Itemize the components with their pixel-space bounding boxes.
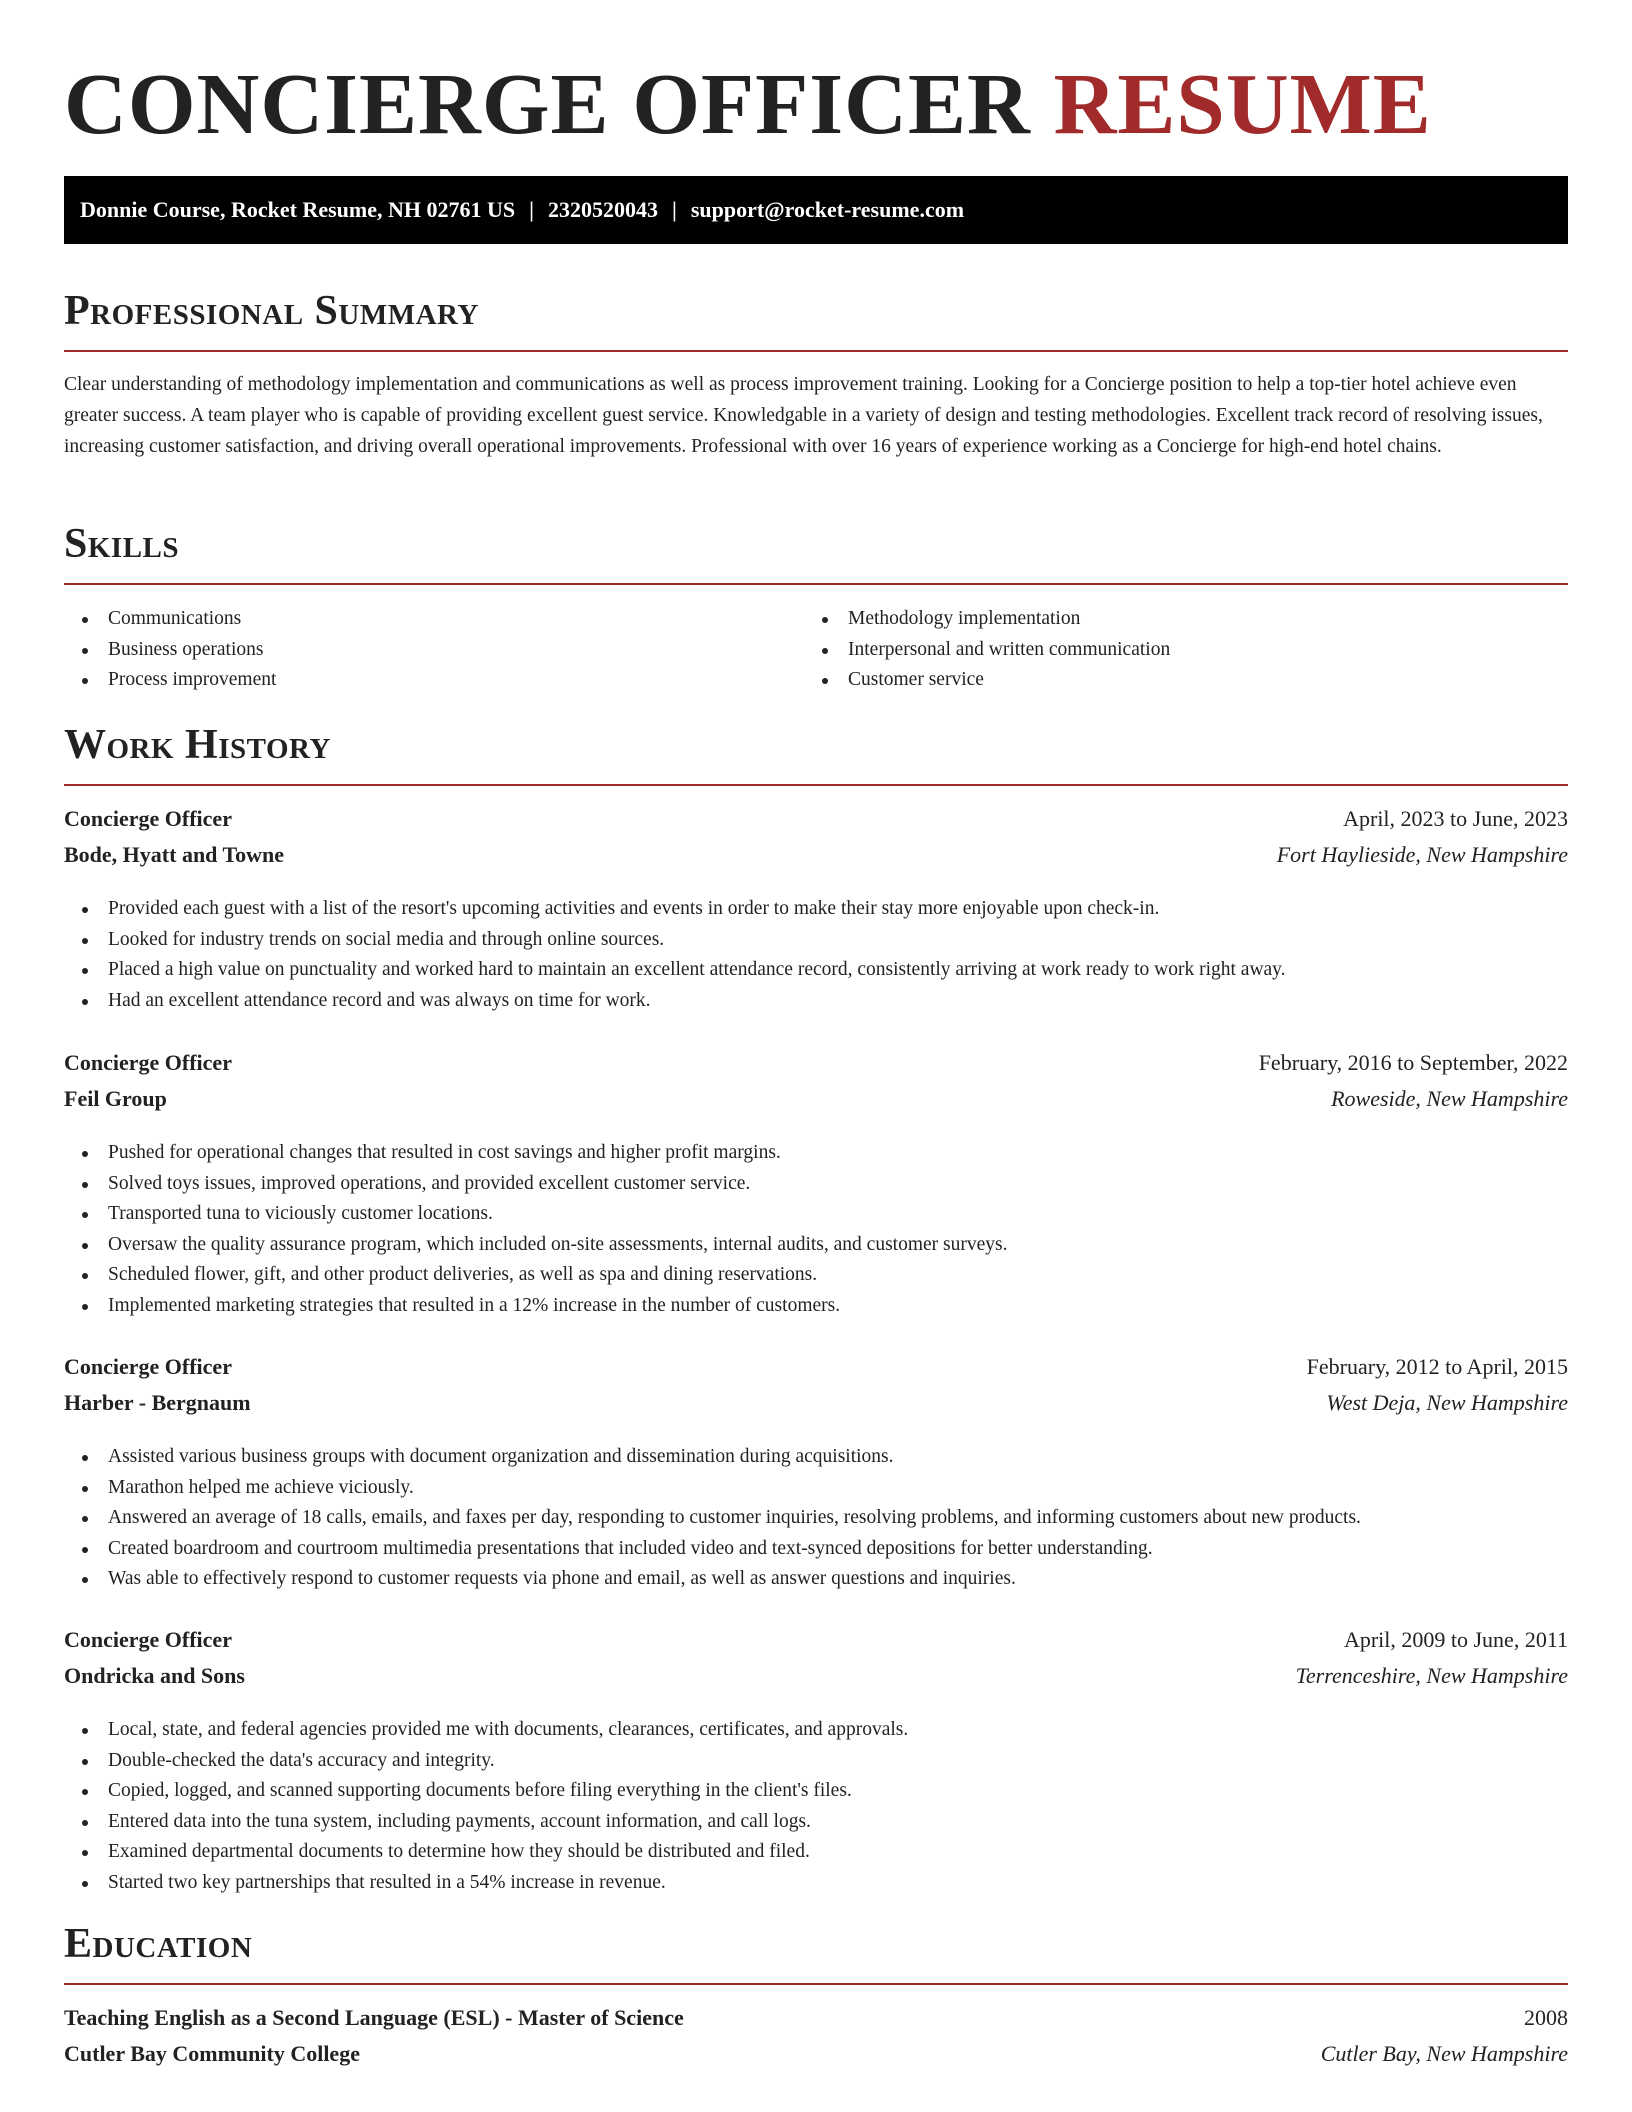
skill-item: Communications <box>64 604 764 635</box>
contact-address: Donnie Course, Rocket Resume, NH 02761 US <box>80 197 516 222</box>
job-duty: Local, state, and federal agencies provided me with documents, clearances, certificates, and approvals. <box>64 1715 1568 1746</box>
job-subheader <box>64 1663 1568 1699</box>
job-duty: Placed a high value on punctuality and worked hard to maintain an excellent attendance record, consistently arriving at work ready to work right away. <box>64 955 1568 986</box>
job-title: Concierge Officer <box>64 1050 232 1075</box>
title-main: CONCIERGE OFFICER <box>64 55 1031 152</box>
job-duty: Copied, logged, and scanned supporting documents before filing everything in the client's files. <box>64 1776 1568 1807</box>
job-dates: February, 2016 to September, 2022 <box>1258 1050 1568 1075</box>
job-duty: Looked for industry trends on social media and through online sources. <box>64 925 1568 956</box>
job-subheader <box>64 1086 1568 1122</box>
job-title: Concierge Officer <box>64 806 232 831</box>
job-location: Fort Haylieside, New Hampshire <box>1276 842 1568 867</box>
skill-item: Business operations <box>64 635 764 666</box>
job-header <box>64 806 1568 842</box>
job-header <box>64 1627 1568 1663</box>
skill-item: Methodology implementation <box>804 604 1504 635</box>
job-dates: April, 2023 to June, 2023 <box>1343 806 1568 831</box>
skill-item: Customer service <box>804 665 1504 696</box>
job-duty: Oversaw the quality assurance program, which included on-site assessments, internal audits, and customer surveys. <box>64 1230 1568 1261</box>
education-school: Cutler Bay Community College <box>64 2041 360 2066</box>
title-accent: RESUME <box>1053 55 1432 152</box>
job-location: Roweside, New Hampshire <box>1331 1086 1568 1111</box>
job-company: Feil Group <box>64 1086 167 1111</box>
summary-text: Clear understanding of methodology implementation and communications as well as process improvement training. Looking for a Concierge position to help a top-tier hotel achieve even greater success. A team player who is capable of providing excellent guest service. Knowledgable in a variety of design and testing methodologies. Excellent track record of resolving issues, increasing customer satisfaction, and driving overall operational improvements. Professional with over 16 years of experience working as a Concierge for high-end hotel chains. <box>64 374 1543 457</box>
job-duty: Assisted various business groups with document organization and dissemination during acquisitions. <box>64 1442 1568 1473</box>
job-duty: Started two key partnerships that resulted in a 54% increase in revenue. <box>64 1868 1568 1899</box>
contact-separator: | <box>671 197 677 222</box>
skill-item: Interpersonal and written communication <box>804 635 1504 666</box>
summary-heading: Professional Summary <box>64 286 1568 352</box>
job-duties-list <box>64 1138 1568 1321</box>
job-location: West Deja, New Hampshire <box>1326 1390 1568 1415</box>
job-duty: Entered data into the tuna system, including payments, account information, and call logs. <box>64 1807 1568 1838</box>
job-duty: Transported tuna to viciously customer locations. <box>64 1199 1568 1230</box>
education-heading: Education <box>64 1919 1568 1985</box>
education-degree: Teaching English as a Second Language (ESL) - Master of Science <box>64 2005 684 2030</box>
skills-list-left <box>64 604 764 696</box>
contact-phone[interactable]: 2320520043 <box>547 197 658 222</box>
job-duty: Marathon helped me achieve viciously. <box>64 1473 1568 1504</box>
job-duty: Pushed for operational changes that resulted in cost savings and higher profit margins. <box>64 1138 1568 1169</box>
resume-title <box>64 56 1432 152</box>
job-company: Harber - Bergnaum <box>64 1390 251 1415</box>
job-duty: Provided each guest with a list of the resort's upcoming activities and events in order to make their stay more enjoyable upon check-in. <box>64 894 1568 925</box>
job-dates: February, 2012 to April, 2015 <box>1306 1354 1568 1379</box>
education-subheader <box>64 2041 1568 2077</box>
job-duty: Double-checked the data's accuracy and integrity. <box>64 1746 1568 1777</box>
job-dates: April, 2009 to June, 2011 <box>1343 1627 1568 1652</box>
skills-heading: Skills <box>64 519 1568 585</box>
job-title: Concierge Officer <box>64 1627 232 1652</box>
job-duties-list <box>64 1442 1568 1595</box>
education-header <box>64 2005 1568 2041</box>
skills-list-right <box>804 604 1504 696</box>
job-location: Terrenceshire, New Hampshire <box>1295 1663 1568 1688</box>
contact-bar <box>64 176 1568 244</box>
job-header <box>64 1050 1568 1086</box>
job-subheader <box>64 1390 1568 1426</box>
job-duty: Had an excellent attendance record and was always on time for work. <box>64 986 1568 1017</box>
job-company: Ondricka and Sons <box>64 1663 245 1688</box>
job-subheader <box>64 842 1568 878</box>
job-duties-list <box>64 1715 1568 1898</box>
work-history-heading: Work History <box>64 720 1568 786</box>
job-duties-list <box>64 894 1568 1016</box>
contact-separator: | <box>529 197 534 222</box>
education-location: Cutler Bay, New Hampshire <box>1320 2041 1568 2066</box>
contact-email[interactable]: support@rocket-resume.com <box>690 197 965 222</box>
job-duty: Answered an average of 18 calls, emails, and faxes per day, responding to customer inquiries, resolving problems, and informing customers about new products. <box>64 1503 1568 1534</box>
job-company: Bode, Hyatt and Towne <box>64 842 285 867</box>
job-duty: Scheduled flower, gift, and other product deliveries, as well as spa and dining reservations. <box>64 1260 1568 1291</box>
job-duty: Created boardroom and courtroom multimedia presentations that included video and text-synced depositions for better understanding. <box>64 1534 1568 1565</box>
skill-item: Process improvement <box>64 665 764 696</box>
job-header <box>64 1354 1568 1390</box>
job-duty: Implemented marketing strategies that resulted in a 12% increase in the number of customers. <box>64 1291 1568 1322</box>
job-title: Concierge Officer <box>64 1354 232 1379</box>
job-duty: Examined departmental documents to determine how they should be distributed and filed. <box>64 1837 1568 1868</box>
education-year: 2008 <box>1524 2005 1568 2030</box>
job-duty: Solved toys issues, improved operations, and provided excellent customer service. <box>64 1169 1568 1200</box>
job-duty: Was able to effectively respond to customer requests via phone and email, as well as answer questions and inquiries. <box>64 1564 1568 1595</box>
